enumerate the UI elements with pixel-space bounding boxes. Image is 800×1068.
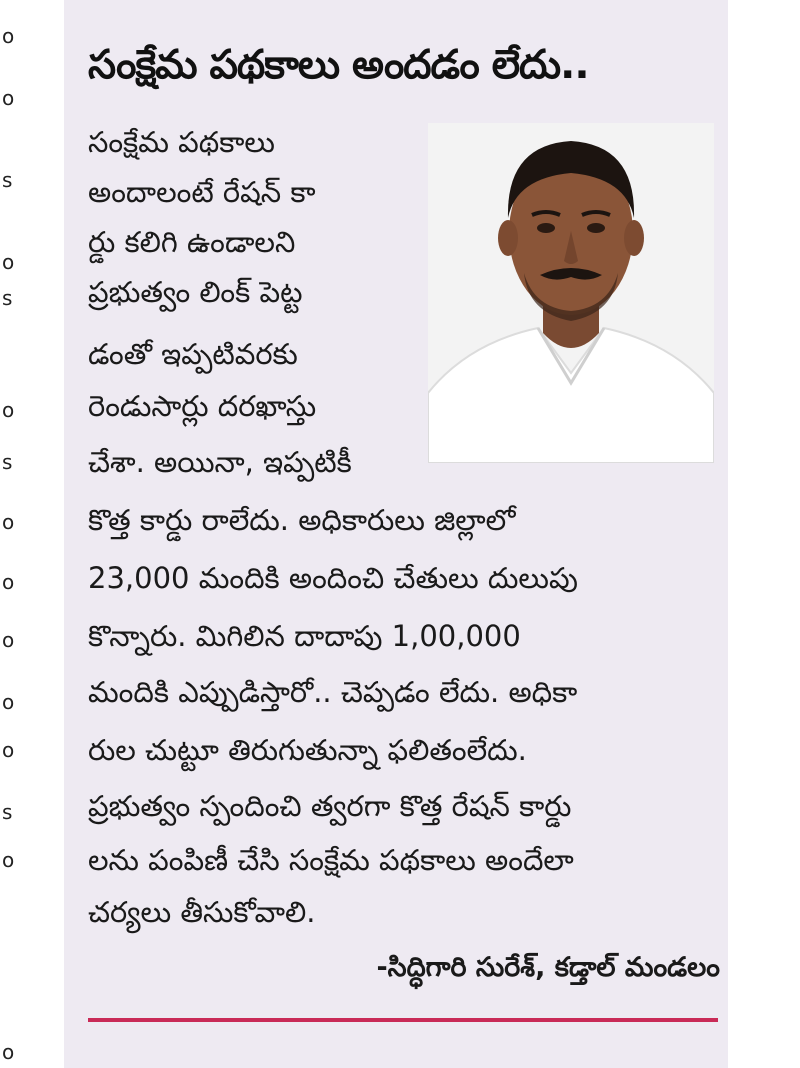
body-line: కొత్త కార్డు రాలేదు. అధికారులు జిల్లాలో xyxy=(88,503,516,537)
body-line: లను పంపిణీ చేసి సంక్షేమ పథకాలు అందేలా xyxy=(88,843,574,877)
adjacent-column-edge: o o s o s o s o o o o o s o o xyxy=(0,0,24,1068)
body-line: చర్యలు తీసుకోవాలి. xyxy=(88,895,316,929)
body-line: కొన్నారు. మిగిలిన దాదాపు 1,00,000 xyxy=(88,619,521,653)
article-headline: సంక్షేమ పథకాలు అందడం లేదు.. xyxy=(88,42,589,88)
body-line: 23,000 మందికి అందించి చేతులు దులుపు xyxy=(88,561,578,595)
body-line: రెండుసార్లు దరఖాస్తు xyxy=(88,389,317,423)
body-line: సంక్షేమ పథకాలు xyxy=(88,125,275,159)
body-line: రుల చుట్టూ తిరుగుతున్నా ఫలితంలేదు. xyxy=(88,733,527,767)
margin xyxy=(728,0,800,1068)
body-line: ప్రభుత్వం స్పందించి త్వరగా కొత్త రేషన్ కార్డు xyxy=(88,789,572,823)
body-line: చేశా. అయినా, ఇప్పటికీ xyxy=(88,445,352,479)
portrait-image xyxy=(428,123,714,463)
divider-rule xyxy=(88,1018,718,1022)
body-line: ప్రభుత్వం లింక్ పెట్ట xyxy=(88,275,303,309)
body-line: మందికి ఎప్పుడిస్తారో.. చెప్పడం లేదు. అధికా xyxy=(88,675,578,709)
body-line: అందాలంటే రేషన్ కా xyxy=(88,175,316,209)
body-line: డంతో ఇప్పటివరకు xyxy=(88,337,298,371)
author-photo xyxy=(428,123,714,463)
byline: -సిద్ధిగారి సురేశ్, కడ్తాల్ మండలం xyxy=(376,952,720,983)
body-line: ర్డు కలిగి ఉండాలని xyxy=(88,225,296,259)
